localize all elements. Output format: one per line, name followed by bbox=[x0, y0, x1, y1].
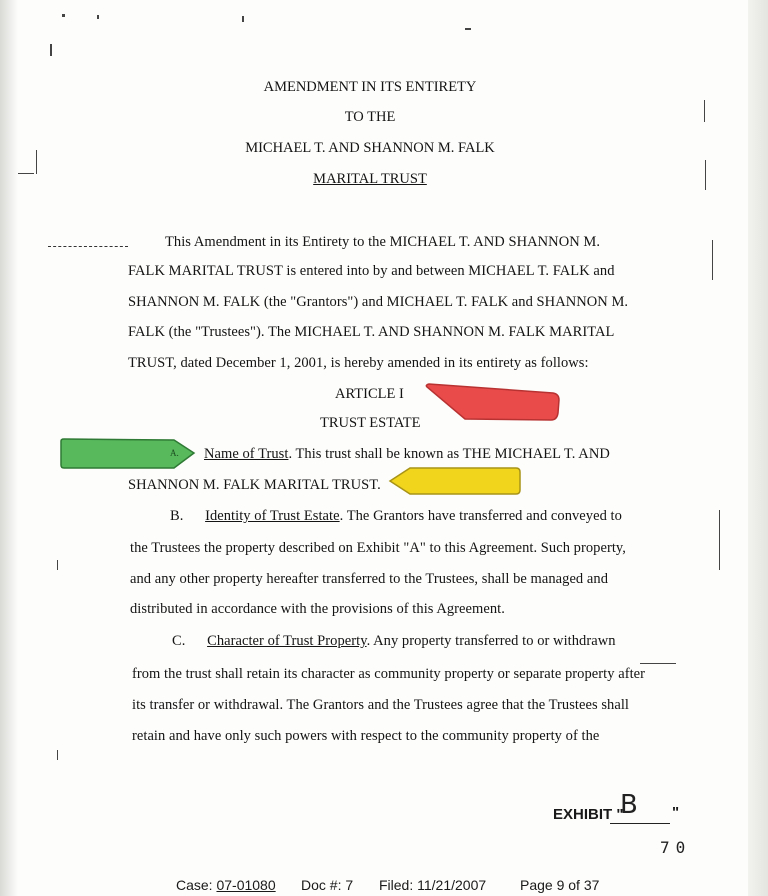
article-subheading: TRUST ESTATE bbox=[320, 415, 421, 431]
footer-case-label: Case: bbox=[176, 877, 213, 893]
footer-filed: Filed: 11/21/2007 bbox=[379, 877, 487, 893]
exhibit-letter: B bbox=[620, 790, 638, 820]
document-title-trust: MARITAL TRUST bbox=[313, 171, 427, 187]
intro-line-5: TRUST, dated December 1, 2001, is hereby amended in its entirety as follows: bbox=[128, 355, 589, 371]
footer-page: Page 9 of 37 bbox=[520, 877, 600, 893]
section-c-line-1 bbox=[172, 633, 616, 650]
scan-speck bbox=[57, 560, 58, 570]
section-b-line-1 bbox=[170, 508, 622, 525]
section-a-line-2: SHANNON M. FALK MARITAL TRUST. bbox=[128, 477, 381, 493]
section-b-letter: B. bbox=[170, 508, 184, 524]
section-c-line-3: its transfer or withdrawal. The Grantors and the Trustees agree that the Trustees shall bbox=[132, 697, 629, 713]
exhibit-close-quote: " bbox=[672, 804, 680, 821]
footer-case bbox=[176, 877, 276, 893]
scan-dashed-line bbox=[48, 246, 128, 247]
document-title: AMENDMENT IN ITS ENTIRETY bbox=[263, 79, 477, 95]
scan-speck bbox=[242, 16, 244, 22]
article-heading: ARTICLE I bbox=[335, 386, 404, 402]
exhibit-label: EXHIBIT " bbox=[553, 806, 624, 823]
scan-speck bbox=[97, 15, 99, 19]
intro-line-3: SHANNON M. FALK (the "Grantors") and MICHAEL T. FALK and SHANNON M. bbox=[128, 294, 629, 310]
section-a-title: Name of Trust bbox=[204, 446, 289, 462]
document-title-names: MICHAEL T. AND SHANNON M. FALK bbox=[245, 140, 495, 156]
exhibit-underline bbox=[610, 823, 670, 824]
intro-line-1: This Amendment in its Entirety to the MICHAEL T. AND SHANNON M. bbox=[165, 234, 601, 250]
section-c-title: Character of Trust Property bbox=[207, 633, 367, 649]
section-b-text: . The Grantors have transferred and conveyed to bbox=[339, 508, 622, 524]
section-b-title: Identity of Trust Estate bbox=[205, 508, 340, 524]
section-c-letter: C. bbox=[172, 633, 186, 649]
page-left-shadow bbox=[0, 0, 18, 896]
footer-doc: Doc #: 7 bbox=[301, 877, 354, 893]
scan-speck bbox=[57, 750, 58, 760]
scan-speck bbox=[712, 240, 713, 280]
section-a-letter: A. bbox=[170, 448, 179, 458]
intro-line-4: FALK (the "Trustees"). The MICHAEL T. AND SHANNON M. FALK MARITAL bbox=[128, 324, 615, 340]
scan-speck bbox=[640, 663, 676, 664]
document-title-to: TO THE bbox=[344, 109, 396, 125]
footer-case-number[interactable]: 07-01080 bbox=[216, 877, 276, 893]
section-a-line-1 bbox=[204, 446, 610, 463]
intro-line-2: FALK MARITAL TRUST is entered into by and between MICHAEL T. FALK and bbox=[128, 263, 615, 279]
scan-speck bbox=[719, 510, 720, 570]
section-c-line-4: retain and have only such powers with respect to the community property of the bbox=[132, 728, 600, 744]
section-b-line-4: distributed in accordance with the provisions of this Agreement. bbox=[130, 601, 505, 617]
scan-speck bbox=[62, 14, 65, 17]
yellow-arrow-marker bbox=[388, 465, 522, 497]
section-b-line-2: the Trustees the property described on Exhibit "A" to this Agreement. Such property, bbox=[130, 540, 626, 556]
section-c-line-2: from the trust shall retain its character as community property or separate property after bbox=[132, 666, 646, 682]
page-right-edge bbox=[748, 0, 768, 896]
scan-speck bbox=[465, 28, 471, 30]
section-c-text: . Any property transferred to or withdrawn bbox=[366, 633, 616, 649]
section-a-text: . This trust shall be known as THE MICHAEL T. AND bbox=[288, 446, 610, 462]
red-arrow-marker bbox=[425, 375, 561, 425]
section-b-line-3: and any other property hereafter transferred to the Trustees, shall be managed and bbox=[130, 571, 608, 587]
scan-speck bbox=[50, 44, 52, 56]
handwritten-page-number: 70 bbox=[660, 838, 692, 857]
